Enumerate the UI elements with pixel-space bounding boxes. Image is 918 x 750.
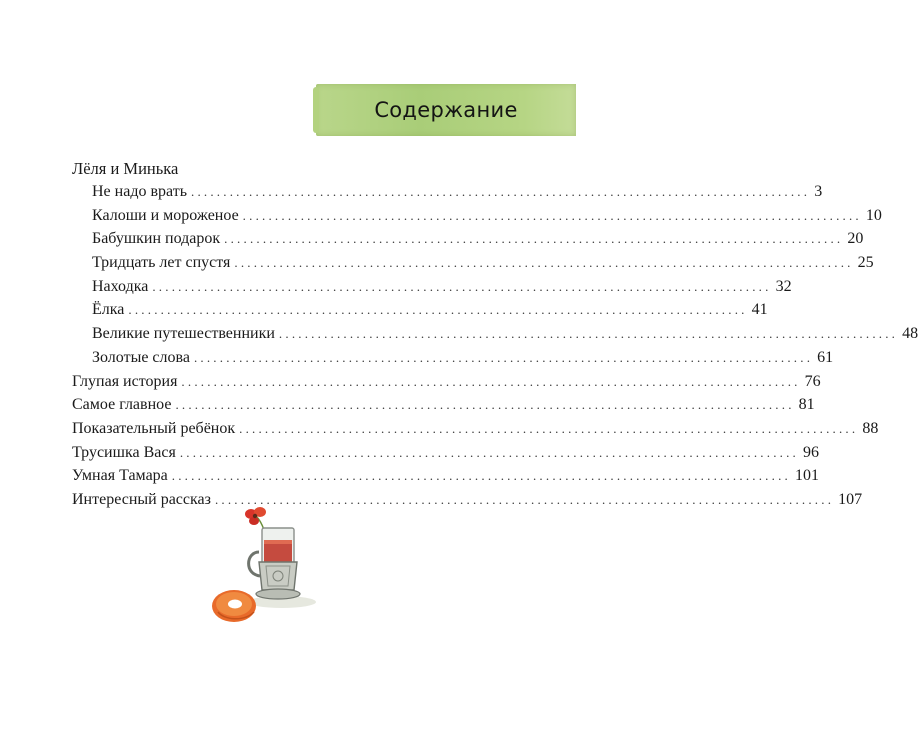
- toc-entry-page: 61: [817, 348, 834, 366]
- dot-leader: ................................................................................................: [175, 397, 795, 413]
- flower-center: [253, 514, 257, 518]
- toc-entry[interactable]: [72, 322, 918, 346]
- toc-entry-page: 96: [803, 443, 820, 461]
- toc-entry-page: 3: [814, 183, 823, 200]
- dot-leader: ................................................................................................: [278, 326, 899, 342]
- toc-entry-page: 41: [751, 301, 768, 319]
- toc-entry-page: 25: [857, 254, 874, 272]
- tea-glass-with-bagel-icon: [204, 500, 334, 650]
- dot-leader: ................................................................................................: [171, 468, 791, 484]
- toc-entry[interactable]: [72, 441, 820, 465]
- dot-leader: ................................................................................................: [179, 444, 800, 460]
- toc-entry[interactable]: [72, 298, 768, 322]
- toc-entry-title: Показательный ребёнок: [72, 419, 236, 437]
- toc-entry-page: 101: [794, 467, 819, 485]
- page-title: Содержание: [374, 98, 518, 122]
- table-of-contents: [72, 158, 918, 512]
- dot-leader: ................................................................................................: [214, 491, 835, 507]
- toc-entry-title: Тридцать лет спустя: [92, 254, 231, 272]
- flower-icon: [245, 507, 266, 525]
- bagel-icon: [212, 590, 256, 622]
- holder-handle: [249, 552, 260, 576]
- dot-leader: ................................................................................................: [224, 231, 844, 247]
- toc-entry[interactable]: [72, 346, 834, 370]
- tea-glass-icon: [249, 528, 300, 599]
- dot-leader: ................................................................................................: [242, 207, 862, 223]
- toc-entry[interactable]: [72, 464, 819, 488]
- toc-entry[interactable]: [72, 251, 874, 275]
- toc-entry-title: Интересный рассказ: [72, 490, 211, 508]
- toc-entry-title: Калоши и мороженое: [92, 206, 239, 224]
- toc-entry-title: Ёлка: [92, 301, 125, 319]
- flower-petal: [249, 517, 259, 525]
- toc-entry-page: 88: [862, 419, 879, 437]
- toc-section-heading: Лёля и Минька: [72, 159, 179, 178]
- dot-leader: ................................................................................................: [239, 420, 859, 436]
- toc-entry[interactable]: [72, 204, 882, 228]
- toc-entry-title: Золотые слова: [92, 348, 190, 366]
- dot-leader: ................................................................................................: [181, 373, 801, 389]
- toc-entry-page: 107: [838, 490, 863, 508]
- bagel-hole: [228, 600, 242, 609]
- toc-entry-title: Самое главное: [72, 396, 172, 414]
- toc-entry-page: 76: [804, 372, 821, 390]
- toc-entry-title: Глупая история: [72, 372, 178, 390]
- tea-surface: [264, 540, 292, 544]
- dot-leader: ................................................................................................: [191, 184, 811, 199]
- toc-entry-title: Умная Тамара: [72, 467, 168, 485]
- toc-entry-page: 81: [798, 396, 815, 414]
- toc-entry-title: Великие путешественники: [92, 325, 275, 343]
- dot-leader: ................................................................................................: [193, 349, 814, 365]
- title-banner: [316, 84, 576, 136]
- toc-entry[interactable]: [72, 180, 823, 204]
- toc-entry[interactable]: [72, 275, 792, 299]
- toc-entry-page: 20: [847, 230, 864, 248]
- dot-leader: ................................................................................................: [128, 302, 748, 318]
- toc-entry[interactable]: [72, 417, 879, 441]
- toc-entry-title: Трусишка Вася: [72, 443, 176, 461]
- toc-entry[interactable]: [72, 370, 821, 394]
- toc-entry-title: Не надо врать: [92, 183, 187, 200]
- toc-entry[interactable]: [72, 393, 815, 417]
- toc-entry-title: Находка: [92, 277, 149, 295]
- holder-base: [256, 589, 300, 599]
- toc-entry[interactable]: [72, 227, 864, 251]
- dot-leader: ................................................................................................: [152, 278, 772, 294]
- toc-entry-page: 48: [902, 325, 918, 343]
- toc-entry-page: 10: [865, 206, 882, 224]
- toc-entry-title: Бабушкин подарок: [92, 230, 221, 248]
- dot-leader: ................................................................................................: [234, 255, 854, 271]
- toc-entry-page: 32: [775, 277, 792, 295]
